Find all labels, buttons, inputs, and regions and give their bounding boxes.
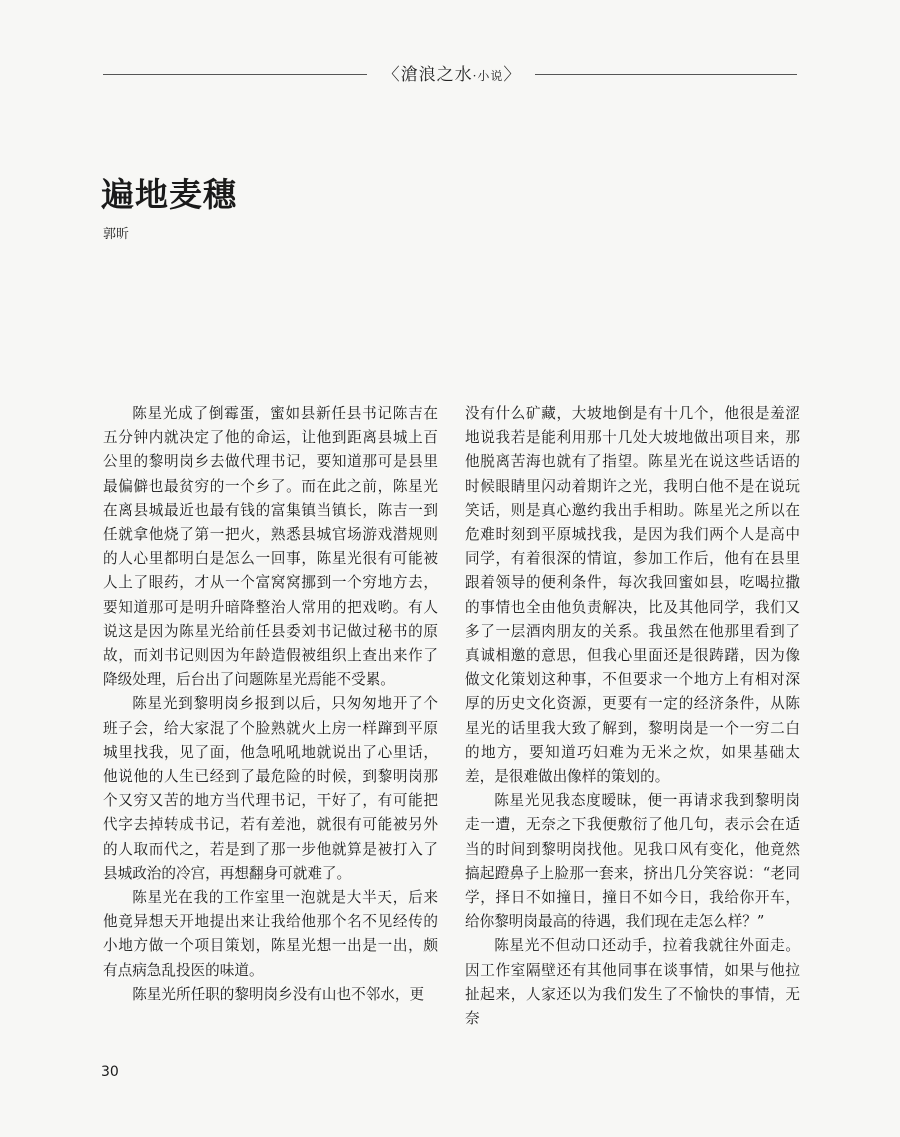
bracket-open: 〈 xyxy=(382,65,401,85)
article-title: 遍地麦穗 xyxy=(101,175,237,214)
paragraph: 陈星光在我的工作室里一泡就是大半天，后来他竟异想天开地提出来让我给他那个名不见经传的小地方做一个项目策划，陈星光想一出是一出，颇有点病急乱投医的味道。 xyxy=(103,889,438,979)
bracket-close: 〉 xyxy=(503,65,522,85)
running-header xyxy=(103,63,797,87)
paragraph: 陈星光所任职的黎明岗乡没有山也不邻水，更 xyxy=(132,985,425,1003)
paragraph: 陈星光见我态度暧昧，便一再请求我到黎明岗走一遭，无奈之下我便敷衍了他几句，表示会在适当的时间到黎明岗找他。见我口风有变化，他竟然搞起蹬鼻子上脸那一套来，挤出几分笑容说：“老同学，择日不如撞日，撞日不如今日，我给你开车，给你黎明岗最高的待遇，我们现在走怎么样？” xyxy=(465,792,800,931)
page-number: 30 xyxy=(101,1064,119,1080)
section-name: 小说 xyxy=(477,69,504,83)
section-label xyxy=(369,63,535,87)
header-rule-right xyxy=(535,74,797,75)
header-dot: · xyxy=(472,69,478,83)
paragraph: 陈星光到黎明岗乡报到以后，只匆匆地开了个班子会，给大家混了个脸熟就火上房一样蹿到平原城里找我，见了面，他急吼吼地就说出了心里话，他说他的人生已经到了最危险的时候，到黎明岗那个又穷又苦的地方当代理书记，干好了，有可能把代字去掉转成书记，若有差池，就很有可能被另外的人取而代之，若是到了那一步他就算是被打入了县城政治的冷宫，再想翻身可就难了。 xyxy=(103,695,438,882)
right-column xyxy=(465,402,800,1031)
left-column xyxy=(103,402,438,1007)
paragraph: 陈星光不但动口还动手，拉着我就往外面走。因工作室隔壁还有其他同事在谈事情，如果与他拉扯起来，人家还以为我们发生了不愉快的事情，无奈 xyxy=(465,937,800,1028)
header-rule-left xyxy=(103,74,367,75)
article-author: 郭昕 xyxy=(103,227,130,242)
magazine-name: 滄浪之水 xyxy=(400,65,473,85)
paragraph-continued: 没有什么矿藏，大坡地倒是有十几个，他很是羞涩地说我若是能利用那十几处大坡地做出项目来，那他脱离苦海也就有了指望。陈星光在说这些话语的时候眼睛里闪动着期许之光，我明白他不是在说玩笑话，则是真心邀约我出手相助。陈星光之所以在危难时刻到平原城找我，是因为我们两个人是高中同学，有着很深的情谊，参加工作后，他有在县里跟着领导的便利条件，每次我回蜜如县，吃喝拉撒的事情也全由他负责解决，比及其他同学，我们又多了一层酒肉朋友的关系。我虽然在他那里看到了真诚相邀的意思，但我心里面还是很踌躇，因为像做文化策划这种事，不但要求一个地方上有相对深厚的历史文化资源，更要有一定的经济条件，从陈星光的话里我大致了解到，黎明岗是一个一穷二白的地方，要知道巧妇难为无米之炊，如果基础太差，是很难做出像样的策划的。 xyxy=(465,405,800,786)
paragraph: 陈星光成了倒霉蛋，蜜如县新任县书记陈吉在五分钟内就决定了他的命运，让他到距离县城上百公里的黎明岗乡去做代理书记，要知道那可是县里最偏僻也最贫穷的一个乡了。而在此之前，陈星光在离县城最近也最有钱的富集镇当镇长，陈吉一到任就拿他烧了第一把火，熟悉县城官场游戏潜规则的人心里都明白是怎么一回事，陈星光很有可能被人上了眼药，才从一个富窝窝挪到一个穷地方去，要知道那可是明升暗降整治人常用的把戏哟。有人说这是因为陈星光给前任县委刘书记做过秘书的原故，而刘书记则因为年龄造假被组织上查出来作了降级处理，后台出了问题陈星光焉能不受累。 xyxy=(103,405,438,689)
